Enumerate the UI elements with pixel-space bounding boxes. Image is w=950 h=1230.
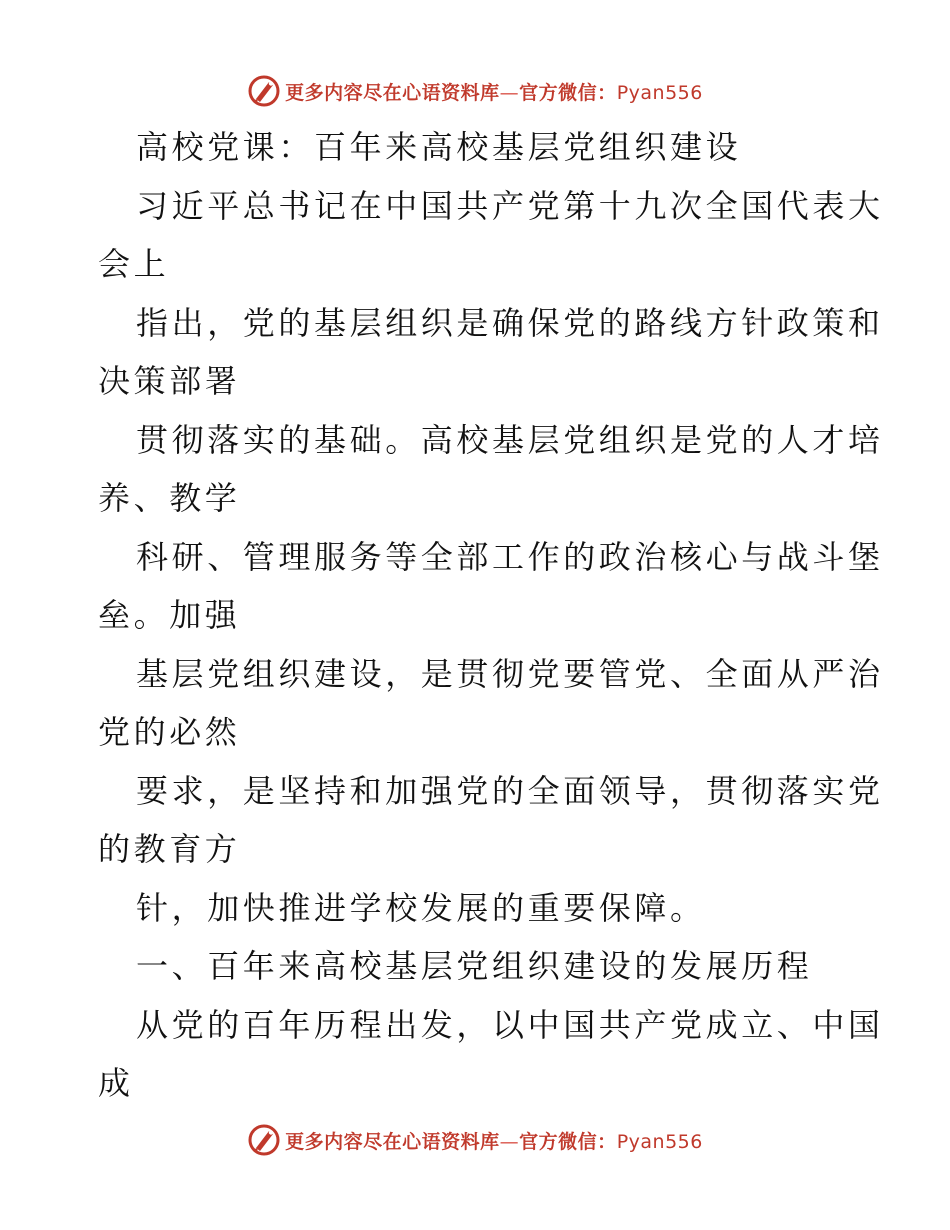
- banner-brand-text: 更多内容尽在心语资料库: [285, 1130, 500, 1153]
- text-line: 从党的百年历程出发，以中国共产党成立、中国: [136, 1005, 884, 1044]
- pen-circle-logo-icon: [247, 74, 281, 108]
- text-line: 会上: [98, 245, 170, 283]
- document-title: 高校党课：百年来高校基层党组织建设: [136, 128, 742, 166]
- banner-dash: —: [499, 1130, 520, 1153]
- text-line: 针，加快推进学校发展的重要保障。: [136, 888, 706, 927]
- banner-text: [285, 1127, 703, 1154]
- text-line: 的教育方: [98, 830, 241, 868]
- text-line: 贯彻落实的基础。高校基层党组织是党的人才培: [136, 420, 884, 459]
- text-line: 养、教学: [98, 479, 241, 517]
- text-line: 科研、管理服务等全部工作的政治核心与战斗堡: [136, 537, 884, 576]
- banner-wechat-label: 官方微信：: [519, 1130, 617, 1153]
- section-heading: 一、百年来高校基层党组织建设的发展历程: [136, 947, 813, 985]
- banner-wechat-id: Pyan556: [616, 1130, 703, 1153]
- text-line: 指出，党的基层组织是确保党的路线方针政策和: [136, 303, 884, 342]
- text-line: 习近平总书记在中国共产党第十九次全国代表大: [136, 186, 884, 225]
- document-body: [98, 118, 884, 1113]
- footer-banner: [0, 1120, 950, 1160]
- banner-wechat-label: 官方微信：: [519, 81, 617, 104]
- text-line: 基层党组织建设，是贯彻党要管党、全面从严治: [136, 654, 884, 693]
- text-line: 要求，是坚持和加强党的全面领导，贯彻落实党: [136, 771, 884, 810]
- text-line: 决策部署: [98, 362, 241, 400]
- banner-dash: —: [499, 81, 520, 104]
- banner-wechat-id: Pyan556: [616, 81, 703, 104]
- header-banner: [0, 71, 950, 111]
- text-line: 垒。加强: [98, 596, 241, 634]
- pen-circle-logo-icon: [247, 1123, 281, 1157]
- banner-brand-text: 更多内容尽在心语资料库: [285, 81, 500, 104]
- text-line: 成: [98, 1064, 134, 1102]
- banner-text: [285, 78, 703, 105]
- text-line: 党的必然: [98, 713, 241, 751]
